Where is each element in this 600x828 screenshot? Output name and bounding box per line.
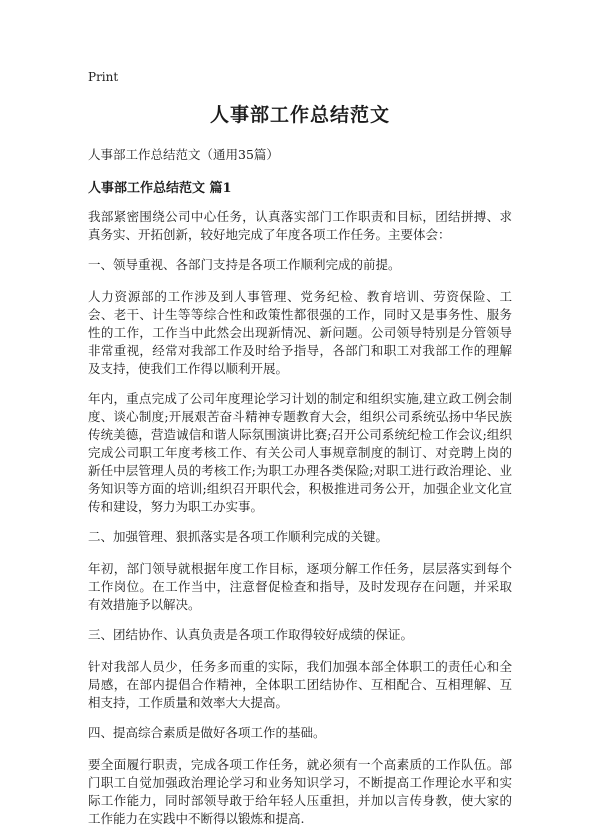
paragraph-body-4: 针对我部人员少，任务多而重的实际，我们加强本部全体职工的责任心和全局感，在部内提倡合作精神，全体职工团结协作、互相配合、互相理解、互相支持，工作质量和效率大大提高。 xyxy=(88,659,512,710)
paragraph-body-1: 人力资源部的工作涉及到人事管理、党务纪检、教育培训、劳资保险、工会、老干、计生等等综合性和政策性都很强的工作，同时又是事务性、服务性的工作，工作当中此然会出现新情况、新问题。公司领导特别是分管领导非常重视，经常对我部工作及时给予指导，各部门和职工对我部工作的理解及支持，使我们工作得以顺利开展。 xyxy=(88,289,512,376)
print-link[interactable]: Print xyxy=(88,70,119,84)
paragraph-point-2: 二、加强管理、狠抓落实是各项工作顺利完成的关键。 xyxy=(88,529,389,544)
paragraph-body-5: 要全面履行职责，完成各项工作任务，就必须有一个高素质的工作队伍。部门职工自觉加强政治理论学习和业务知识学习，不断提高工作理论水平和实际工作能力，同时部领导敢于给年轻人压重担，并加以言传身教，使大家的工作能力在实践中不断得以锻炼和提高. xyxy=(88,757,512,826)
paragraph-intro: 我部紧密围绕公司中心任务，认真落实部门工作职责和目标，团结拼搏、求真务实、开拓创新，较好地完成了年度各项工作任务。主要体会： xyxy=(88,209,512,242)
paragraph-body-3: 年初，部门领导就根据年度工作目标，逐项分解工作任务，层层落实到每个工作岗位。在工作当中，注意督促检查和指导，及时发现存在问题，并采取有效措施予以解决。 xyxy=(88,561,512,612)
paragraph-body-2: 年内，重点完成了公司年度理论学习计划的制定和组织实施,建立政工例会制度、谈心制度;开展艰苦奋斗精神专题教育大会，组织公司系统弘扬中华民族传统美德，营造诚信和谐人际氛围演讲比赛;召开公司系统纪检工作会议;组织完成公司职工年度考核工作、有关公司人事规章制度的制订、对竞聘上岗的新任中层管理人员的考核工作;为职工办理各类保险;对职工进行政治理论、业务知识等方面的培训;组织召开职代会，积极推进司务公开，加强企业文化宣传和建设，努力为职工办实事。 xyxy=(88,391,512,514)
document-subtitle: 人事部工作总结范文（通用35篇） xyxy=(88,147,279,162)
paragraph-point-1: 一、领导重视、各部门支持是各项工作顺利完成的前提。 xyxy=(88,257,401,272)
paragraph-point-3: 三、团结协作、认真负责是各项工作取得较好成绩的保证。 xyxy=(88,627,414,642)
paragraph-point-4: 四、提高综合素质是做好各项工作的基础。 xyxy=(88,725,326,740)
section-heading: 人事部工作总结范文 篇1 xyxy=(88,181,232,196)
document-title: 人事部工作总结范文 xyxy=(209,104,390,126)
